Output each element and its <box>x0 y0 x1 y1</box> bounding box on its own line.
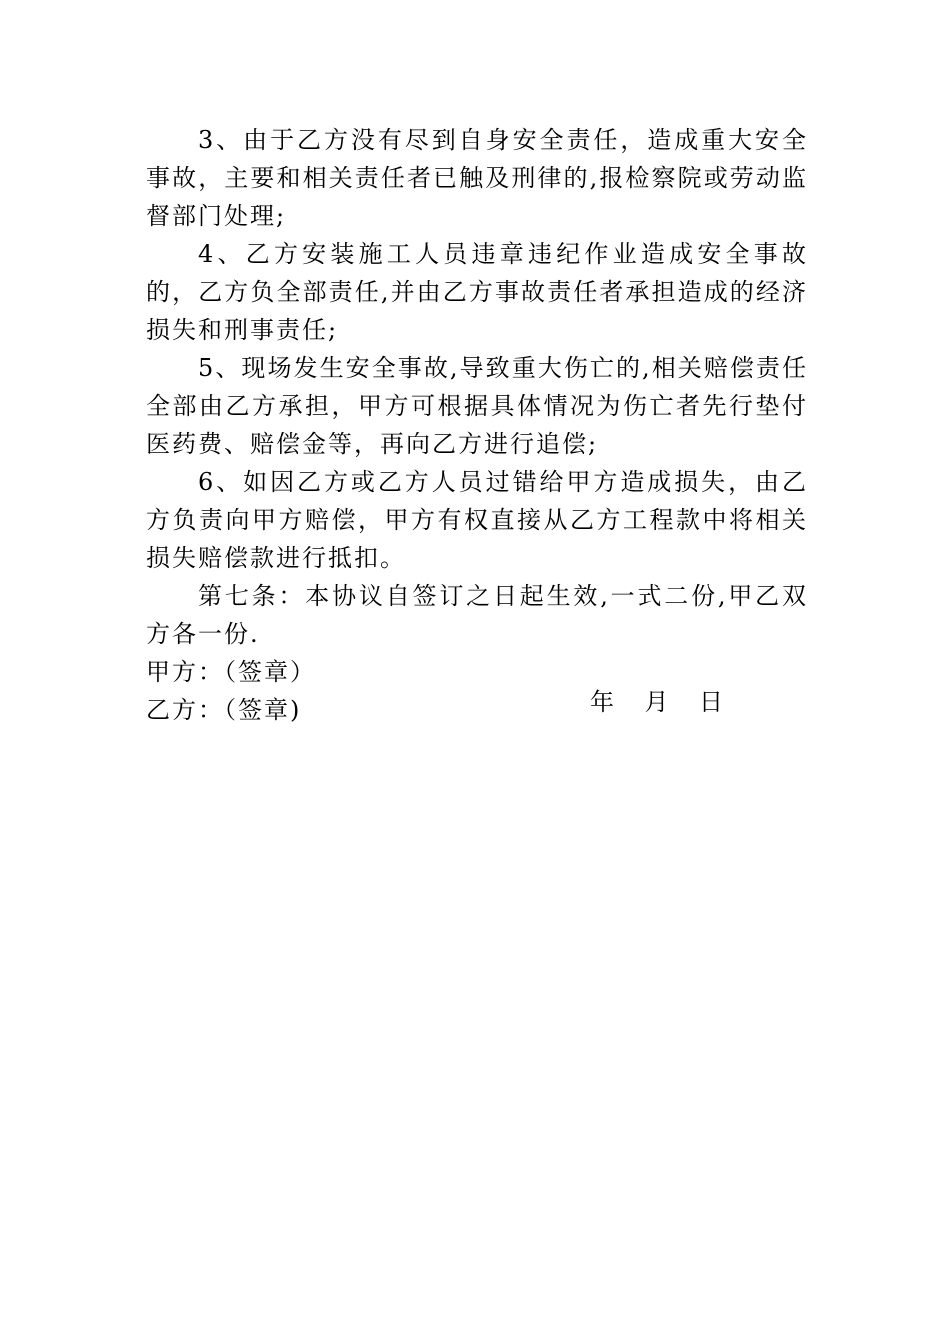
clause-3: 3、由于乙方没有尽到自身安全责任，造成重大安全事故，主要和相关责任者已触及刑律的,报检察院或劳动监督部门处理; <box>146 126 808 230</box>
signature-date-line: 年 月 日 <box>590 688 724 716</box>
clause-6: 6、如因乙方或乙方人员过错给甲方造成损失，由乙方负责向甲方赔偿，甲方有权直接从乙方工程款中将相关损失赔偿款进行抵扣。 <box>146 468 808 572</box>
clause-4: 4、乙方安装施工人员违章违纪作业造成安全事故的，乙方负全部责任,并由乙方事故责任者承担造成的经济损失和刑事责任; <box>146 240 808 344</box>
article-seven: 第七条：本协议自签订之日起生效,一式二份,甲乙双方各一份. <box>146 582 808 648</box>
document-body <box>146 121 808 729</box>
party-b-signature: 乙方：（签章) <box>146 696 302 724</box>
party-a-signature: 甲方：（签章） <box>146 658 316 686</box>
clause-5: 5、现场发生安全事故,导致重大伤亡的,相关赔偿责任全部由乙方承担，甲方可根据具体情况为伤亡者先行垫付医药费、赔偿金等，再向乙方进行追偿; <box>146 354 808 458</box>
